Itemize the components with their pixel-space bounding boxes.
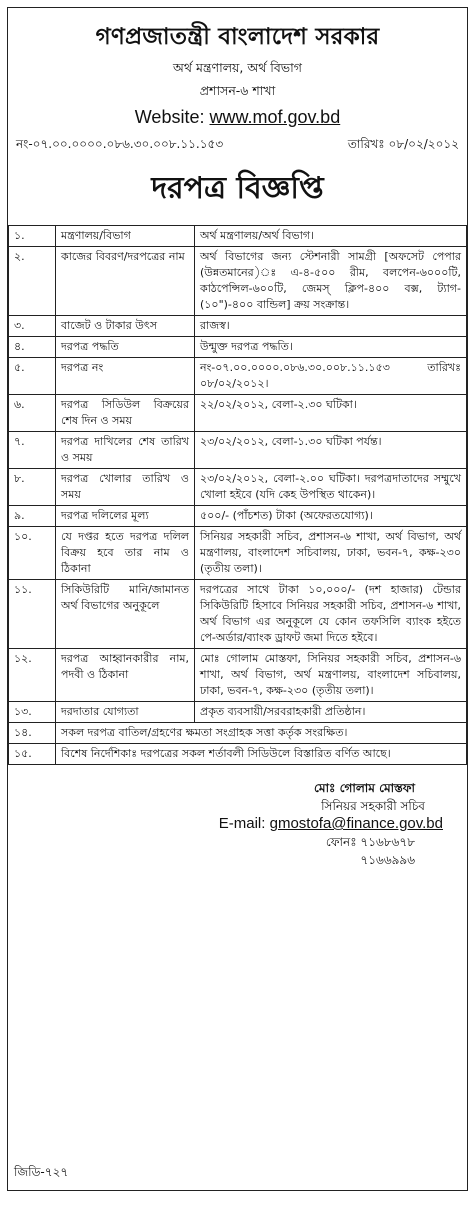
website-link[interactable]: www.mof.gov.bd (209, 107, 341, 127)
row-number: ১৫. (9, 744, 56, 765)
row-number: ১২. (9, 649, 56, 702)
footer-reference: জিডি-৭২৭ (14, 1165, 69, 1179)
row-label: কাজের বিবরণ/দরপত্রের নাম (56, 247, 195, 316)
row-text: বিশেষ নির্দেশিকাঃ দরপত্রের সকল শর্তাবলী সিডিউলে বিস্তারিত বর্ণিত আছে। (56, 744, 467, 765)
row-value: সিনিয়র সহকারী সচিব, প্রশাসন-৬ শাখা, অর্থ বিভাগ, অর্থ মন্ত্রণালয়, বাংলাদেশ সচিবালয়, ঢাকা, ভবন-৭, কক্ষ-২৩০ (তৃতীয় তলা)। (195, 527, 467, 580)
row-label: দরপত্র পদ্ধতি (56, 337, 195, 358)
row-value: ২৩/০২/২০১২, বেলা-১.৩০ ঘটিকা পর্যন্ত। (195, 432, 467, 469)
table-row (9, 226, 467, 247)
row-text: সকল দরপত্র বাতিল/গ্রহণের ক্ষমতা সংগ্রাহক সত্তা কর্তৃক সংরক্ষিত। (56, 723, 467, 744)
table-row (9, 506, 467, 527)
tender-table (8, 225, 467, 765)
notice-page (7, 7, 468, 1191)
row-label: দরপত্র দাখিলের শেষ তারিখ ও সময় (56, 432, 195, 469)
row-value: প্রকৃত ব্যবসায়ী/সরবরাহকারী প্রতিষ্ঠান। (195, 702, 467, 723)
header (8, 18, 467, 128)
reference-row (16, 136, 459, 156)
reference-number: নং-০৭.০০.০০০০.০৮৬.৩০.০০৮.১১.১৫৩ (16, 137, 224, 151)
branch-line: প্রশাসন-৬ শাখা (199, 83, 276, 98)
signatory-designation: সিনিয়র সহকারী সচিব (321, 799, 425, 813)
website-line (8, 107, 467, 128)
row-label: দরপত্র নং (56, 358, 195, 395)
signatory-name: মোঃ গোলাম মোস্তফা (314, 781, 415, 795)
website-label: Website: (134, 107, 205, 127)
table-row (9, 395, 467, 432)
table-row (9, 527, 467, 580)
table-row (9, 358, 467, 395)
row-label: দরপত্র আহ্বানকারীর নাম, পদবী ও ঠিকানা (56, 649, 195, 702)
row-label: যে দপ্তর হতে দরপত্র দলিল বিক্রয় হবে তার নাম ও ঠিকানা (56, 527, 195, 580)
row-label: বাজেট ও টাকার উৎস (56, 316, 195, 337)
ministry-line: অর্থ মন্ত্রণালয়, অর্থ বিভাগ (173, 60, 302, 75)
row-number: ৮. (9, 469, 56, 506)
row-number: ১৩. (9, 702, 56, 723)
email-label: E-mail: (218, 815, 266, 832)
row-value: অর্থ বিভাগের জন্য স্টেশনারী সামগ্রী [অফসেট পেপার (উন্নতমানের)ঃ এ-৪-৫০০ রীম, বলপেন-৬০০০টি, কাঠপেন্সিল-৬০০টি, জেমস্‌ ক্লিপ-৪০০ বক্স, ট্যাগ-(১০")-৪০০ বান্ডিল] ক্রয় সংক্রান্ত। (195, 247, 467, 316)
table-row (9, 316, 467, 337)
row-value: অর্থ মন্ত্রণালয়/অর্থ বিভাগ। (195, 226, 467, 247)
email-line (8, 815, 443, 833)
row-number: ৭. (9, 432, 56, 469)
table-row (9, 702, 467, 723)
row-value: রাজস্ব। (195, 316, 467, 337)
row-value: উন্মুক্ত দরপত্র পদ্ধতি। (195, 337, 467, 358)
government-title: গণপ্রজাতন্ত্রী বাংলাদেশ সরকার (95, 24, 380, 50)
table-row (9, 247, 467, 316)
notice-title: দরপত্র বিজ্ঞপ্তি (151, 171, 324, 206)
table-row (9, 432, 467, 469)
table-row (9, 744, 467, 765)
row-number: ৫. (9, 358, 56, 395)
row-number: ১. (9, 226, 56, 247)
row-label: দরপত্র সিডিউল বিক্রয়ের শেষ দিন ও সময় (56, 395, 195, 432)
reference-date: তারিখঃ ০৮/০২/২০১২ (347, 137, 459, 151)
table-row (9, 580, 467, 649)
row-value: নং-০৭.০০.০০০০.০৮৬.৩০.০০৮.১১.১৫৩ তারিখঃ ০৮/০২/২০১২। (195, 358, 467, 395)
row-value: ২২/০২/২০১২, বেলা-২.৩০ ঘটিকা। (195, 395, 467, 432)
row-number: ১০. (9, 527, 56, 580)
table-row (9, 649, 467, 702)
row-label: সিকিউরিটি মানি/জামানত অর্থ বিভাগের অনুকূলে (56, 580, 195, 649)
row-number: ১১. (9, 580, 56, 649)
row-value: মোঃ গোলাম মোস্তফা, সিনিয়র সহকারী সচিব, প্রশাসন-৬ শাখা, অর্থ বিভাগ, অর্থ মন্ত্রণালয়, বাংলাদেশ সচিবালয়, ঢাকা, ভবন-৭, কক্ষ-২৩০ (তৃতীয় তলা)। (195, 649, 467, 702)
row-number: ১৪. (9, 723, 56, 744)
row-number: ৯. (9, 506, 56, 527)
table-row (9, 337, 467, 358)
row-label: দরপত্র দলিলের মূল্য (56, 506, 195, 527)
row-value: দরপত্রের সাথে টাকা ১০,০০০/- (দশ হাজার) টেন্ডার সিকিউরিটি হিসাবে সিনিয়র সহকারী সচিব, প্রশাসন-৬ শাখা, অর্থ বিভাগ এর অনুকূলে যে কোন তফসিলি ব্যাংক হইতে পে-অর্ডার/ব্যাংক ড্রাফট জমা দিতে হইবে। (195, 580, 467, 649)
row-label: দরদাতার যোগ্যতা (56, 702, 195, 723)
table-row (9, 723, 467, 744)
row-number: ৪. (9, 337, 56, 358)
phone-number-2: ৭১৬৬৯৯৬ (360, 853, 415, 867)
phone-number: ফোনঃ ৭১৬৮৬৭৮ (325, 835, 415, 849)
table-row (9, 469, 467, 506)
row-label: মন্ত্রণালয়/বিভাগ (56, 226, 195, 247)
row-number: ৩. (9, 316, 56, 337)
row-label: দরপত্র খোলার তারিখ ও সময় (56, 469, 195, 506)
row-value: ২৩/০২/২০১২, বেলা-২.০০ ঘটিকা। দরপত্রদাতাদের সম্মুখে খোলা হইবে (যদি কেহ উপস্থিত থাকেন)। (195, 469, 467, 506)
row-number: ২. (9, 247, 56, 316)
signature-block (8, 779, 443, 869)
row-number: ৬. (9, 395, 56, 432)
email-link[interactable]: gmostofa@finance.gov.bd (269, 815, 443, 832)
row-value: ৫০০/- (পাঁচশত) টাকা (অফেরতযোগ্য)। (195, 506, 467, 527)
